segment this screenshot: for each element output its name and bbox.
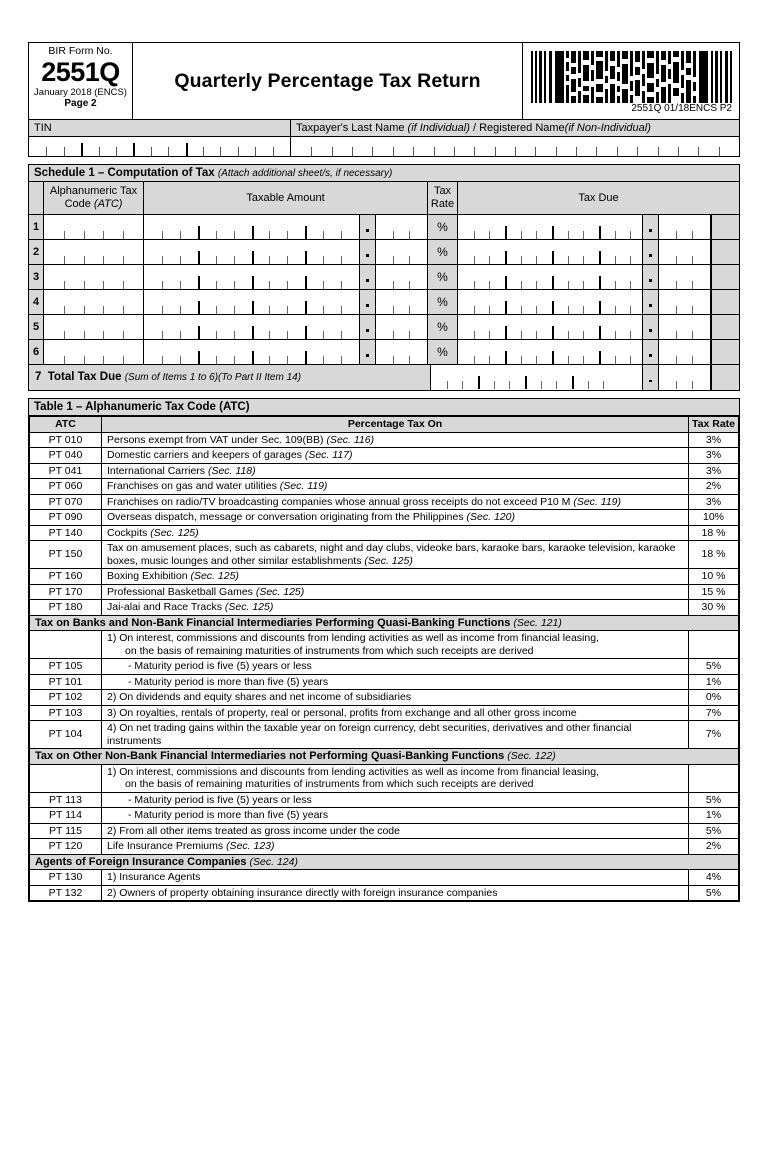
atc-description: [102, 432, 689, 448]
atc-description: [102, 885, 689, 901]
atc-code: PT 115: [30, 823, 102, 839]
atc-description: [102, 463, 689, 479]
note-line-1: 1) On interest, commissions and discounts from lending activities as well as income from financial leasing,: [107, 765, 599, 778]
atc-description: [102, 448, 689, 464]
desc-ref: (Sec. 125): [224, 601, 274, 613]
atc-code: PT 040: [30, 448, 102, 464]
tax-due-input[interactable]: [458, 240, 642, 264]
atc-code: PT 170: [30, 584, 102, 600]
atc-rate: 10 %: [689, 569, 739, 585]
desc-ref: (Sec. 125): [364, 554, 413, 567]
amount-decimal-point: [359, 315, 376, 339]
atc-description: [102, 839, 689, 855]
desc-text: Franchises on radio/TV broadcasting companies whose annual gross receipts do not exceed P10 M: [107, 495, 574, 508]
atc-table-row: [30, 885, 739, 901]
atc-rate: [689, 764, 739, 792]
atc-table-row: [30, 463, 739, 479]
col-header-atc: [44, 182, 144, 214]
tax-rate-input[interactable]: %: [428, 290, 458, 314]
amount-decimal-input[interactable]: [376, 215, 428, 239]
atc-table-row: [30, 541, 739, 569]
atc-code: PT 150: [30, 541, 102, 569]
atc-table-row: [30, 432, 739, 448]
name-label-part4: (if Non-Individual): [564, 122, 651, 134]
due-decimal-point: [642, 315, 659, 339]
schedule-1-title: [29, 165, 739, 182]
atc-rate: 5%: [689, 792, 739, 808]
atc-description: [102, 808, 689, 824]
schedule-1-row: [29, 215, 739, 240]
atc-rate: 2%: [689, 479, 739, 495]
due-decimal-input[interactable]: [659, 340, 711, 364]
right-margin-strip: [711, 365, 739, 390]
th-tax-rate: Tax Rate: [689, 417, 739, 433]
row-number: 2: [29, 240, 44, 264]
desc-ref: (Sec. 120): [466, 511, 515, 523]
desc-text: Overseas dispatch, message or conversation originating from the Philippines: [107, 511, 467, 523]
atc-rate: 4%: [689, 870, 739, 886]
amount-decimal-input[interactable]: [376, 315, 428, 339]
amount-decimal-point: [359, 340, 376, 364]
atc-description: [102, 541, 689, 569]
desc-text: Life Insurance Premiums: [107, 840, 227, 852]
identity-row: [28, 120, 740, 157]
schedule-1-title-text: Schedule 1 – Computation of Tax: [34, 167, 218, 179]
atc-rate: 15 %: [689, 584, 739, 600]
total-label-note: (Sum of Items 1 to 6)(To Part II Item 14): [124, 372, 302, 383]
amount-decimal-point: [359, 240, 376, 264]
amount-decimal-input[interactable]: [376, 240, 428, 264]
tax-due-input[interactable]: [458, 215, 642, 239]
atc-note-row: [30, 631, 739, 659]
schedule-1-row: [29, 240, 739, 265]
form-version: January 2018 (ENCS): [34, 87, 127, 98]
due-decimal-point: [642, 215, 659, 239]
tax-due-input[interactable]: [458, 265, 642, 289]
atc-description: [102, 494, 689, 510]
atc-rate: 1%: [689, 674, 739, 690]
atc-description: [102, 479, 689, 495]
atc-code: PT 113: [30, 792, 102, 808]
atc-table-row: [30, 600, 739, 616]
th-atc: ATC: [30, 417, 102, 433]
section-ref: (Sec. 122): [507, 750, 556, 762]
table-1-title: Table 1 – Alphanumeric Tax Code (ATC): [29, 399, 739, 416]
atc-rate: 18 %: [689, 541, 739, 569]
atc-table-row: [30, 721, 739, 749]
atc-table-row: [30, 479, 739, 495]
form-header: [28, 42, 740, 120]
schedule-1-row: [29, 315, 739, 340]
schedule-1-total-row: [29, 364, 739, 390]
schedule-1: [28, 164, 740, 391]
desc-ref: (Sec. 119): [573, 495, 622, 508]
atc-code: PT 104: [30, 721, 102, 749]
row-number: 1: [29, 215, 44, 239]
th-description: Percentage Tax On: [102, 417, 689, 433]
desc-text: International Carriers: [107, 464, 208, 477]
atc-code: PT 070: [30, 494, 102, 510]
form-no-value: 2551Q: [41, 57, 120, 87]
atc-rate: 3%: [689, 463, 739, 479]
desc-ref: (Sec. 117): [304, 449, 353, 461]
atc-code: PT 140: [30, 525, 102, 541]
atc-description: [102, 792, 689, 808]
right-margin-strip: [711, 215, 739, 239]
atc-note-row: [30, 764, 739, 792]
taxable-amount-input[interactable]: [144, 265, 359, 289]
atc-section-label: [30, 615, 739, 631]
atc-code: PT 105: [30, 659, 102, 675]
taxpayer-name-input[interactable]: [291, 137, 739, 156]
desc-text: Professional Basketball Games: [107, 585, 256, 598]
atc-rate: 3%: [689, 494, 739, 510]
atc-input[interactable]: [44, 215, 144, 239]
atc-table-row: [30, 448, 739, 464]
section-text: Tax on Other Non-Bank Financial Intermediaries not Performing Quasi-Banking Functions: [35, 750, 508, 762]
atc-code: PT 101: [30, 674, 102, 690]
atc-table-row: [30, 870, 739, 886]
desc-line-1: Tax on amusement places, such as cabarets, night and day clubs, videoke bars, karaoke bars, karaoke television, karaoke: [107, 542, 676, 554]
atc-code: PT 103: [30, 705, 102, 721]
atc-description: [102, 584, 689, 600]
atc-description: [102, 674, 689, 690]
atc-section-header: [30, 615, 739, 631]
desc-text: Franchises on gas and water utilities: [107, 480, 280, 492]
atc-rate: [689, 631, 739, 659]
desc-text: - Maturity period is more than five (5) years: [128, 809, 329, 821]
taxable-amount-input[interactable]: [144, 315, 359, 339]
atc-code: PT 120: [30, 839, 102, 855]
atc-rate: 5%: [689, 885, 739, 901]
atc-rate: 3%: [689, 448, 739, 464]
desc-text: Boxing Exhibition: [107, 570, 191, 582]
due-decimal-point: [642, 240, 659, 264]
atc-input[interactable]: [44, 265, 144, 289]
right-margin-strip: [711, 290, 739, 314]
right-margin-strip: [711, 315, 739, 339]
desc-text: 3) On royalties, rentals of property, real or personal, profits from exchange and all other gross income: [107, 706, 577, 719]
col-header-atc-l2i: (ATC): [93, 198, 123, 210]
barcode-caption: 2551Q 01/18ENCS P2: [631, 102, 732, 114]
schedule-1-row: [29, 290, 739, 315]
desc-text: 2) On dividends and equity shares and net income of subsidiaries: [107, 691, 412, 703]
desc-ref: (Sec. 118): [207, 464, 256, 477]
total-tax-due-input[interactable]: [431, 365, 642, 390]
atc-code: PT 010: [30, 432, 102, 448]
col-header-tax-due: Tax Due: [458, 182, 739, 214]
tin-field-block: [29, 120, 291, 156]
tax-due-input[interactable]: [458, 290, 642, 314]
tin-input[interactable]: [29, 137, 290, 156]
amount-decimal-input[interactable]: [376, 265, 428, 289]
atc-description: [102, 721, 689, 749]
barcode-image: [530, 51, 732, 103]
atc-table-row: [30, 525, 739, 541]
atc-input[interactable]: [44, 240, 144, 264]
tax-rate-input[interactable]: %: [428, 240, 458, 264]
atc-table-row: [30, 823, 739, 839]
due-decimal-input[interactable]: [659, 290, 711, 314]
schedule-1-row: [29, 340, 739, 364]
atc-rate: 7%: [689, 705, 739, 721]
atc-code: [30, 631, 102, 659]
atc-code: PT 132: [30, 885, 102, 901]
due-decimal-input[interactable]: [659, 265, 711, 289]
tax-rate-input[interactable]: %: [428, 340, 458, 364]
atc-rate: 30 %: [689, 600, 739, 616]
name-field-block: [291, 120, 739, 156]
total-tax-due-label: [29, 365, 431, 390]
form-no-label: BIR Form No.: [48, 45, 113, 57]
desc-text: Cockpits: [107, 526, 151, 539]
amount-decimal-point: [359, 215, 376, 239]
amount-decimal-point: [359, 290, 376, 314]
taxpayer-name-label: [291, 120, 739, 137]
schedule-1-row: [29, 265, 739, 290]
page-number: Page 2: [64, 98, 97, 109]
col-header-atc-l1: Alphanumeric Tax: [49, 185, 138, 197]
atc-table-row: [30, 808, 739, 824]
section-ref: (Sec. 124): [249, 855, 298, 868]
atc-rate: 3%: [689, 432, 739, 448]
atc-table-row: [30, 569, 739, 585]
desc-text: 4) On net trading gains within the taxable year on foreign currency, debt securities, derivatives and other financial instruments: [107, 722, 632, 747]
schedule-1-rows: [29, 215, 739, 364]
atc-table-row: [30, 510, 739, 526]
atc-rate: 5%: [689, 823, 739, 839]
desc-text: 1) Insurance Agents: [107, 871, 201, 883]
total-row-number: 7: [35, 371, 42, 383]
amount-decimal-input[interactable]: [376, 290, 428, 314]
desc-text: 2) From all other items treated as gross income under the code: [107, 824, 400, 837]
atc-table-row: [30, 674, 739, 690]
due-decimal-point: [642, 265, 659, 289]
bir-form-2551q: [28, 42, 740, 902]
atc-code: PT 114: [30, 808, 102, 824]
row-number: 5: [29, 315, 44, 339]
section-text: Agents of Foreign Insurance Companies: [35, 855, 250, 868]
tax-rate-input[interactable]: %: [428, 265, 458, 289]
due-decimal-input[interactable]: [659, 215, 711, 239]
desc-text: - Maturity period is five (5) years or less: [128, 660, 312, 672]
due-decimal-input[interactable]: [659, 315, 711, 339]
atc-rate: 18 %: [689, 525, 739, 541]
atc-code: PT 041: [30, 463, 102, 479]
table-1: [28, 398, 740, 902]
desc-line-2: boxes, music lounges and other similar establishments: [107, 554, 365, 567]
atc-section-label: [30, 749, 739, 765]
tax-rate-input[interactable]: %: [428, 215, 458, 239]
atc-input[interactable]: [44, 290, 144, 314]
taxable-amount-input[interactable]: [144, 290, 359, 314]
note-line-2: on the basis of remaining maturities of instruments from which such receipts are derived: [125, 644, 534, 657]
col-header-rownum: [29, 182, 44, 214]
atc-description: [102, 764, 689, 792]
atc-rate: 7%: [689, 721, 739, 749]
atc-description: [102, 631, 689, 659]
desc-text: 2) Owners of property obtaining insurance directly with foreign insurance companies: [107, 886, 498, 899]
section-ref: (Sec. 121): [513, 616, 562, 629]
name-label-part3: / Registered Name: [469, 122, 565, 134]
total-decimal-input[interactable]: [659, 365, 711, 390]
desc-ref: (Sec. 125): [150, 526, 199, 539]
tax-due-input[interactable]: [458, 315, 642, 339]
atc-code: [30, 764, 102, 792]
due-decimal-input[interactable]: [659, 240, 711, 264]
taxable-amount-input[interactable]: [144, 340, 359, 364]
desc-ref: (Sec. 116): [326, 433, 375, 446]
row-number: 6: [29, 340, 44, 364]
total-label-text: Total Tax Due: [47, 371, 125, 383]
desc-text: - Maturity period is more than five (5) years: [128, 675, 329, 688]
due-decimal-point: [642, 340, 659, 364]
atc-description: [102, 569, 689, 585]
total-decimal-point: [642, 365, 659, 390]
name-label-part1: Taxpayer's Last Name: [296, 122, 408, 134]
atc-section-header: [30, 854, 739, 870]
col-header-taxable-amount: Taxable Amount: [144, 182, 428, 214]
atc-description: [102, 870, 689, 886]
atc-description: [102, 705, 689, 721]
section-text: Tax on Banks and Non-Bank Financial Intermediaries Performing Quasi-Banking Functions: [35, 616, 514, 629]
schedule-1-title-note: (Attach additional sheet/s, if necessary): [217, 168, 393, 179]
desc-text: - Maturity period is five (5) years or less: [128, 793, 312, 806]
desc-text: Domestic carriers and keepers of garages: [107, 449, 305, 461]
page-title: Quarterly Percentage Tax Return: [174, 69, 481, 92]
taxable-amount-input[interactable]: [144, 215, 359, 239]
atc-description: [102, 659, 689, 675]
taxable-amount-input[interactable]: [144, 240, 359, 264]
atc-table-row: [30, 494, 739, 510]
atc-rate: 0%: [689, 690, 739, 706]
tin-label: TIN: [29, 120, 290, 137]
tax-rate-input[interactable]: %: [428, 315, 458, 339]
name-label-part2: (if Individual): [407, 122, 470, 134]
atc-description: [102, 525, 689, 541]
amount-decimal-point: [359, 265, 376, 289]
col-header-tax-rate: Tax Rate: [428, 182, 458, 214]
right-margin-strip: [711, 265, 739, 289]
atc-input[interactable]: [44, 340, 144, 364]
row-number: 4: [29, 290, 44, 314]
atc-code: PT 180: [30, 600, 102, 616]
atc-code: PT 060: [30, 479, 102, 495]
note-line-2: on the basis of remaining maturities of instruments from which such receipts are derived: [125, 778, 534, 790]
atc-table-row: [30, 659, 739, 675]
note-line-1: 1) On interest, commissions and discounts from lending activities as well as income from financial leasing,: [107, 632, 599, 644]
atc-rate: 2%: [689, 839, 739, 855]
desc-ref: (Sec. 123): [226, 840, 275, 852]
col-header-atc-l2: Code: [64, 198, 94, 210]
barcode-block: [523, 43, 739, 119]
atc-rate: 10%: [689, 510, 739, 526]
right-margin-strip: [711, 240, 739, 264]
atc-rate: 1%: [689, 808, 739, 824]
form-number-block: [29, 43, 133, 119]
atc-rate: 5%: [689, 659, 739, 675]
due-decimal-point: [642, 290, 659, 314]
desc-ref: (Sec. 125): [255, 585, 305, 598]
desc-ref: (Sec. 119): [279, 480, 328, 492]
right-margin-strip: [711, 340, 739, 364]
atc-table-header-row: [30, 417, 739, 433]
schedule-1-header-row: [29, 182, 739, 215]
form-title-block: [133, 43, 523, 119]
atc-section-label: [30, 854, 739, 870]
atc-description: [102, 823, 689, 839]
atc-table-row: [30, 584, 739, 600]
atc-table-body: [30, 432, 739, 901]
atc-table-row: [30, 705, 739, 721]
atc-code: PT 090: [30, 510, 102, 526]
atc-code: PT 102: [30, 690, 102, 706]
desc-ref: (Sec. 125): [190, 570, 239, 582]
atc-description: [102, 600, 689, 616]
atc-table-row: [30, 690, 739, 706]
atc-input[interactable]: [44, 315, 144, 339]
atc-table-row: [30, 792, 739, 808]
tax-due-input[interactable]: [458, 340, 642, 364]
atc-table-row: [30, 839, 739, 855]
row-number: 3: [29, 265, 44, 289]
atc-table: [29, 416, 739, 901]
desc-text: Jai-alai and Race Tracks: [107, 601, 225, 613]
atc-code: PT 130: [30, 870, 102, 886]
amount-decimal-input[interactable]: [376, 340, 428, 364]
atc-description: [102, 690, 689, 706]
atc-description: [102, 510, 689, 526]
atc-code: PT 160: [30, 569, 102, 585]
atc-section-header: [30, 749, 739, 765]
desc-text: Persons exempt from VAT under Sec. 109(BB): [107, 433, 327, 446]
